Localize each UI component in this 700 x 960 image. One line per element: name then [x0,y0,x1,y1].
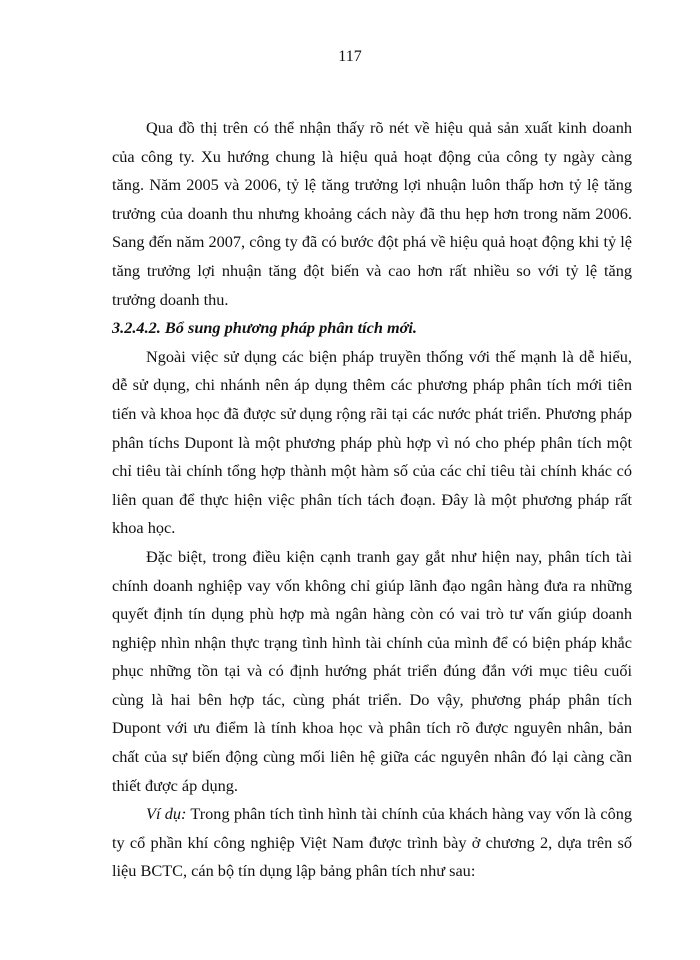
paragraph-4 [112,800,632,886]
paragraph-1: Qua đồ thị trên có thể nhận thấy rõ nét về hiệu quả sản xuất kinh doanh của công ty. Xu hướng chung là hiệu quả hoạt động của công ty ngày càng tăng. Năm 2005 và 2006, tỷ lệ tăng trưởng lợi nhuận luôn thấp hơn tỷ lệ tăng trưởng của doanh thu nhưng khoảng cách này đã thu hẹp hơn trong năm 2006. Sang đến năm 2007, công ty đã có bước đột phá về hiệu quả hoạt động khi tỷ lệ tăng trưởng lợi nhuận tăng đột biến và cao hơn rất nhiều so với tỷ lệ tăng trưởng doanh thu. [112,118,632,309]
example-text: Trong phân tích tình hình tài chính của khách hàng vay vốn là công ty cổ phần khí công nghiệp Việt Nam được trình bày ở chương 2, dựa trên số liệu BCTC, cán bộ tín dụng lập bảng phân tích như sau: [112,804,632,881]
paragraph-3: Đặc biệt, trong điều kiện cạnh tranh gay gắt như hiện nay, phân tích tài chính doanh nghiệp vay vốn không chỉ giúp lãnh đạo ngân hàng đưa ra những quyết định tín dụng phù hợp mà ngân hàng còn có vai trò tư vấn giúp doanh nghiệp nhìn nhận thực trạng tình hình tài chính của mình để có biện pháp khắc phục những tồn tại và có định hướng phát triển đúng đắn với mục tiêu cuối cùng là hai bên hợp tác, cùng phát triển. Do vậy, phương pháp phân tích Dupont với ưu điểm là tính khoa học và phân tích rõ được nguyên nhân, bản chất của sự biến động cùng mối liên hệ giữa các nguyên nhân đó lại càng cần thiết được áp dụng. [112,546,632,795]
section-heading: 3.2.4.2. Bổ sung phương pháp phân tích mới. [112,318,417,338]
page-number: 117 [338,48,362,65]
body-text [112,114,632,886]
paragraph-2: Ngoài việc sử dụng các biện pháp truyền thống với thế mạnh là dễ hiểu, dễ sử dụng, chi nhánh nên áp dụng thêm các phương pháp phân tích mới tiên tiến và khoa học đã được sử dụng rộng rãi tại các nước phát triển. Phương pháp phân tíchs Dupont là một phương pháp phù hợp vì nó cho phép phân tích một chỉ tiêu tài chính tổng hợp thành một hàm số của các chỉ tiêu tài chính khác có liên quan để thực hiện việc phân tích tách đoạn. Đây là một phương pháp rất khoa học. [112,346,632,538]
example-lead: Ví dụ: [146,804,187,824]
